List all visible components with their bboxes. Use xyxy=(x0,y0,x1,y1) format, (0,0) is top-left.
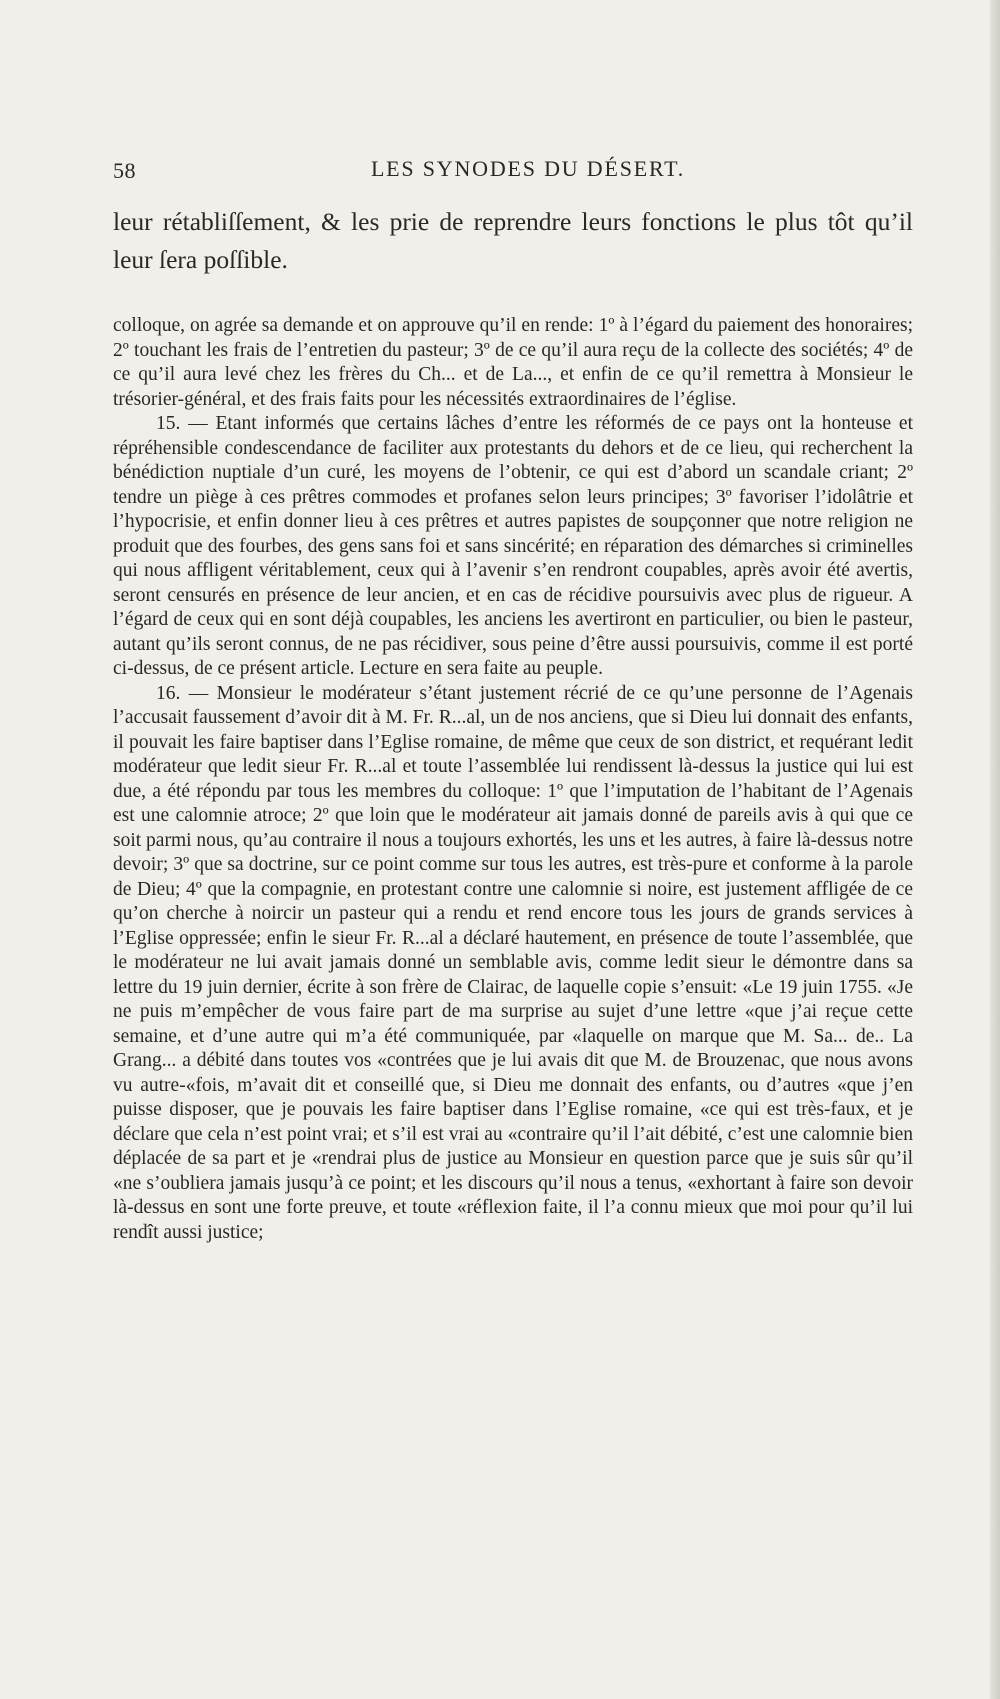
page-header xyxy=(113,152,913,188)
body-text xyxy=(113,314,913,1245)
paragraph-article-16: 16. — Monsieur le modérateur s’étant justement récrié de ce qu’une personne de l’Agenais l’accusait faussement d’avoir dit à M. Fr. R...al, un de nos anciens, que si Dieu lui donnait des enfants, il pouvait les faire baptiser dans l’Eglise romaine, de même que ceux de son district, et requérant ledit modérateur que ledit sieur Fr. R...al et toute l’assemblée lui rendissent là-dessus la justice qui lui est due, a été répondu par tous les membres du colloque: 1º que l’imputation de l’habitant de l’Agenais est une calomnie atroce; 2º que loin que le modérateur ait jamais donné de pareils avis à qui que ce soit parmi nous, qu’au contraire il nous a toujours exhortés, les uns et les autres, à faire là-dessus notre devoir; 3º que sa doctrine, sur ce point comme sur tous les autres, est très-pure et conforme à la parole de Dieu; 4º que la compagnie, en protestant contre une calomnie si noire, est justement affligée de ce qu’on cherche à noircir un pasteur qui a rendu et rend encore tous les jours de grands services à l’Eglise oppressée; enfin le sieur Fr. R...al a déclaré hautement, en présence de toute l’assemblée, que le modérateur ne lui avait jamais donné un semblable avis, comme ledit sieur le démontre dans sa lettre du 19 juin dernier, écrite à son frère de Clairac, de laquelle copie s’ensuit: «Le 19 juin 1755. «Je ne puis m’empêcher de vous faire part de ma surprise au sujet d’une lettre «que j’ai reçue cette semaine, et d’une autre qui m’a été communiquée, par «laquelle on marque que M. Sa... de.. La Grang... a débité dans toutes vos «contrées que je lui avais dit que M. de Brouzenac, que nous avons vu autre-«fois, m’avait dit et conseillé que, si Dieu me donnait des enfants, ou d’autres «que j’en puisse disposer, que je pouvais les faire baptiser dans l’Eglise romaine, «ce qui est très-faux, et je déclare que cela n’est point vrai; et s’il est vrai au «contraire qu’il l’ait débité, c’est une calomnie bien déplacée de sa part et je «rendrai plus de justice au Monsieur en question parce que je suis sûr qu’il «ne s’oubliera jamais jusqu’à ce point; et les discours qu’il nous a tenus, «exhortant à faire son devoir là-dessus en sont une forte preuve, et toute «réflexion faite, il l’a connu mieux que moi pour qu’il lui rendît aussi justice; xyxy=(113,682,913,1243)
paragraph-article-15: 15. — Etant informés que certains lâches d’entre les réformés de ce pays ont la honteuse et répréhensible condescendance de faciliter aux protestants du dehors et de ce lieu, qui recherchent la bénédiction nuptiale d’un curé, les moyens de l’obtenir, ce qui est d’abord un scandale criant; 2º tendre un piège à ces prêtres commodes et profanes selon leurs principes; 3º favoriser l’idolâtrie et l’hypocrisie, et enfin donner lieu à ces prêtres et autres papistes de soupçonner que notre religion ne produit que des fourbes, des gens sans foi et sans sincérité; en réparation des démarches si criminelles qui nous affligent véritablement, ceux qui à l’avenir s’en rendront coupables, après avoir été avertis, seront censurés en présence de leur ancien, et en cas de récidive poursuivis avec plus de rigueur. A l’égard de ceux qui en sont déjà coupables, les anciens les avertiront en particulier, ou bien le pasteur, autant qu’ils seront connus, de ne pas récidiver, sous peine d’être aussi poursuivis, comme il est porté ci-dessus, de ce présent article. Lecture en sera faite au peuple. xyxy=(113,413,913,679)
paragraph-colloque: colloque, on agrée sa demande et on approuve qu’il en rende: 1º à l’égard du paiement des honoraires; 2º touchant les frais de l’entretien du pasteur; 3º de ce qu’il aura reçu de la collecte des sociétés; 4º de ce qu’il aura levé chez les frères du Ch... et de La..., et enfin de ce qu’il remettra à Monsieur le trésorier-général, et des frais faits pour les nécessités extraordinaires de l’église. xyxy=(113,315,913,410)
intro-paragraph: leur rétabliſſement, & les prie de reprendre leurs fonctions le plus tôt qu’il leur ſera poſſible. xyxy=(113,207,913,274)
page-edge xyxy=(990,0,1000,1699)
page-number: 58 xyxy=(113,158,136,183)
running-title: LES SYNODES DU DÉSERT. xyxy=(370,156,686,181)
